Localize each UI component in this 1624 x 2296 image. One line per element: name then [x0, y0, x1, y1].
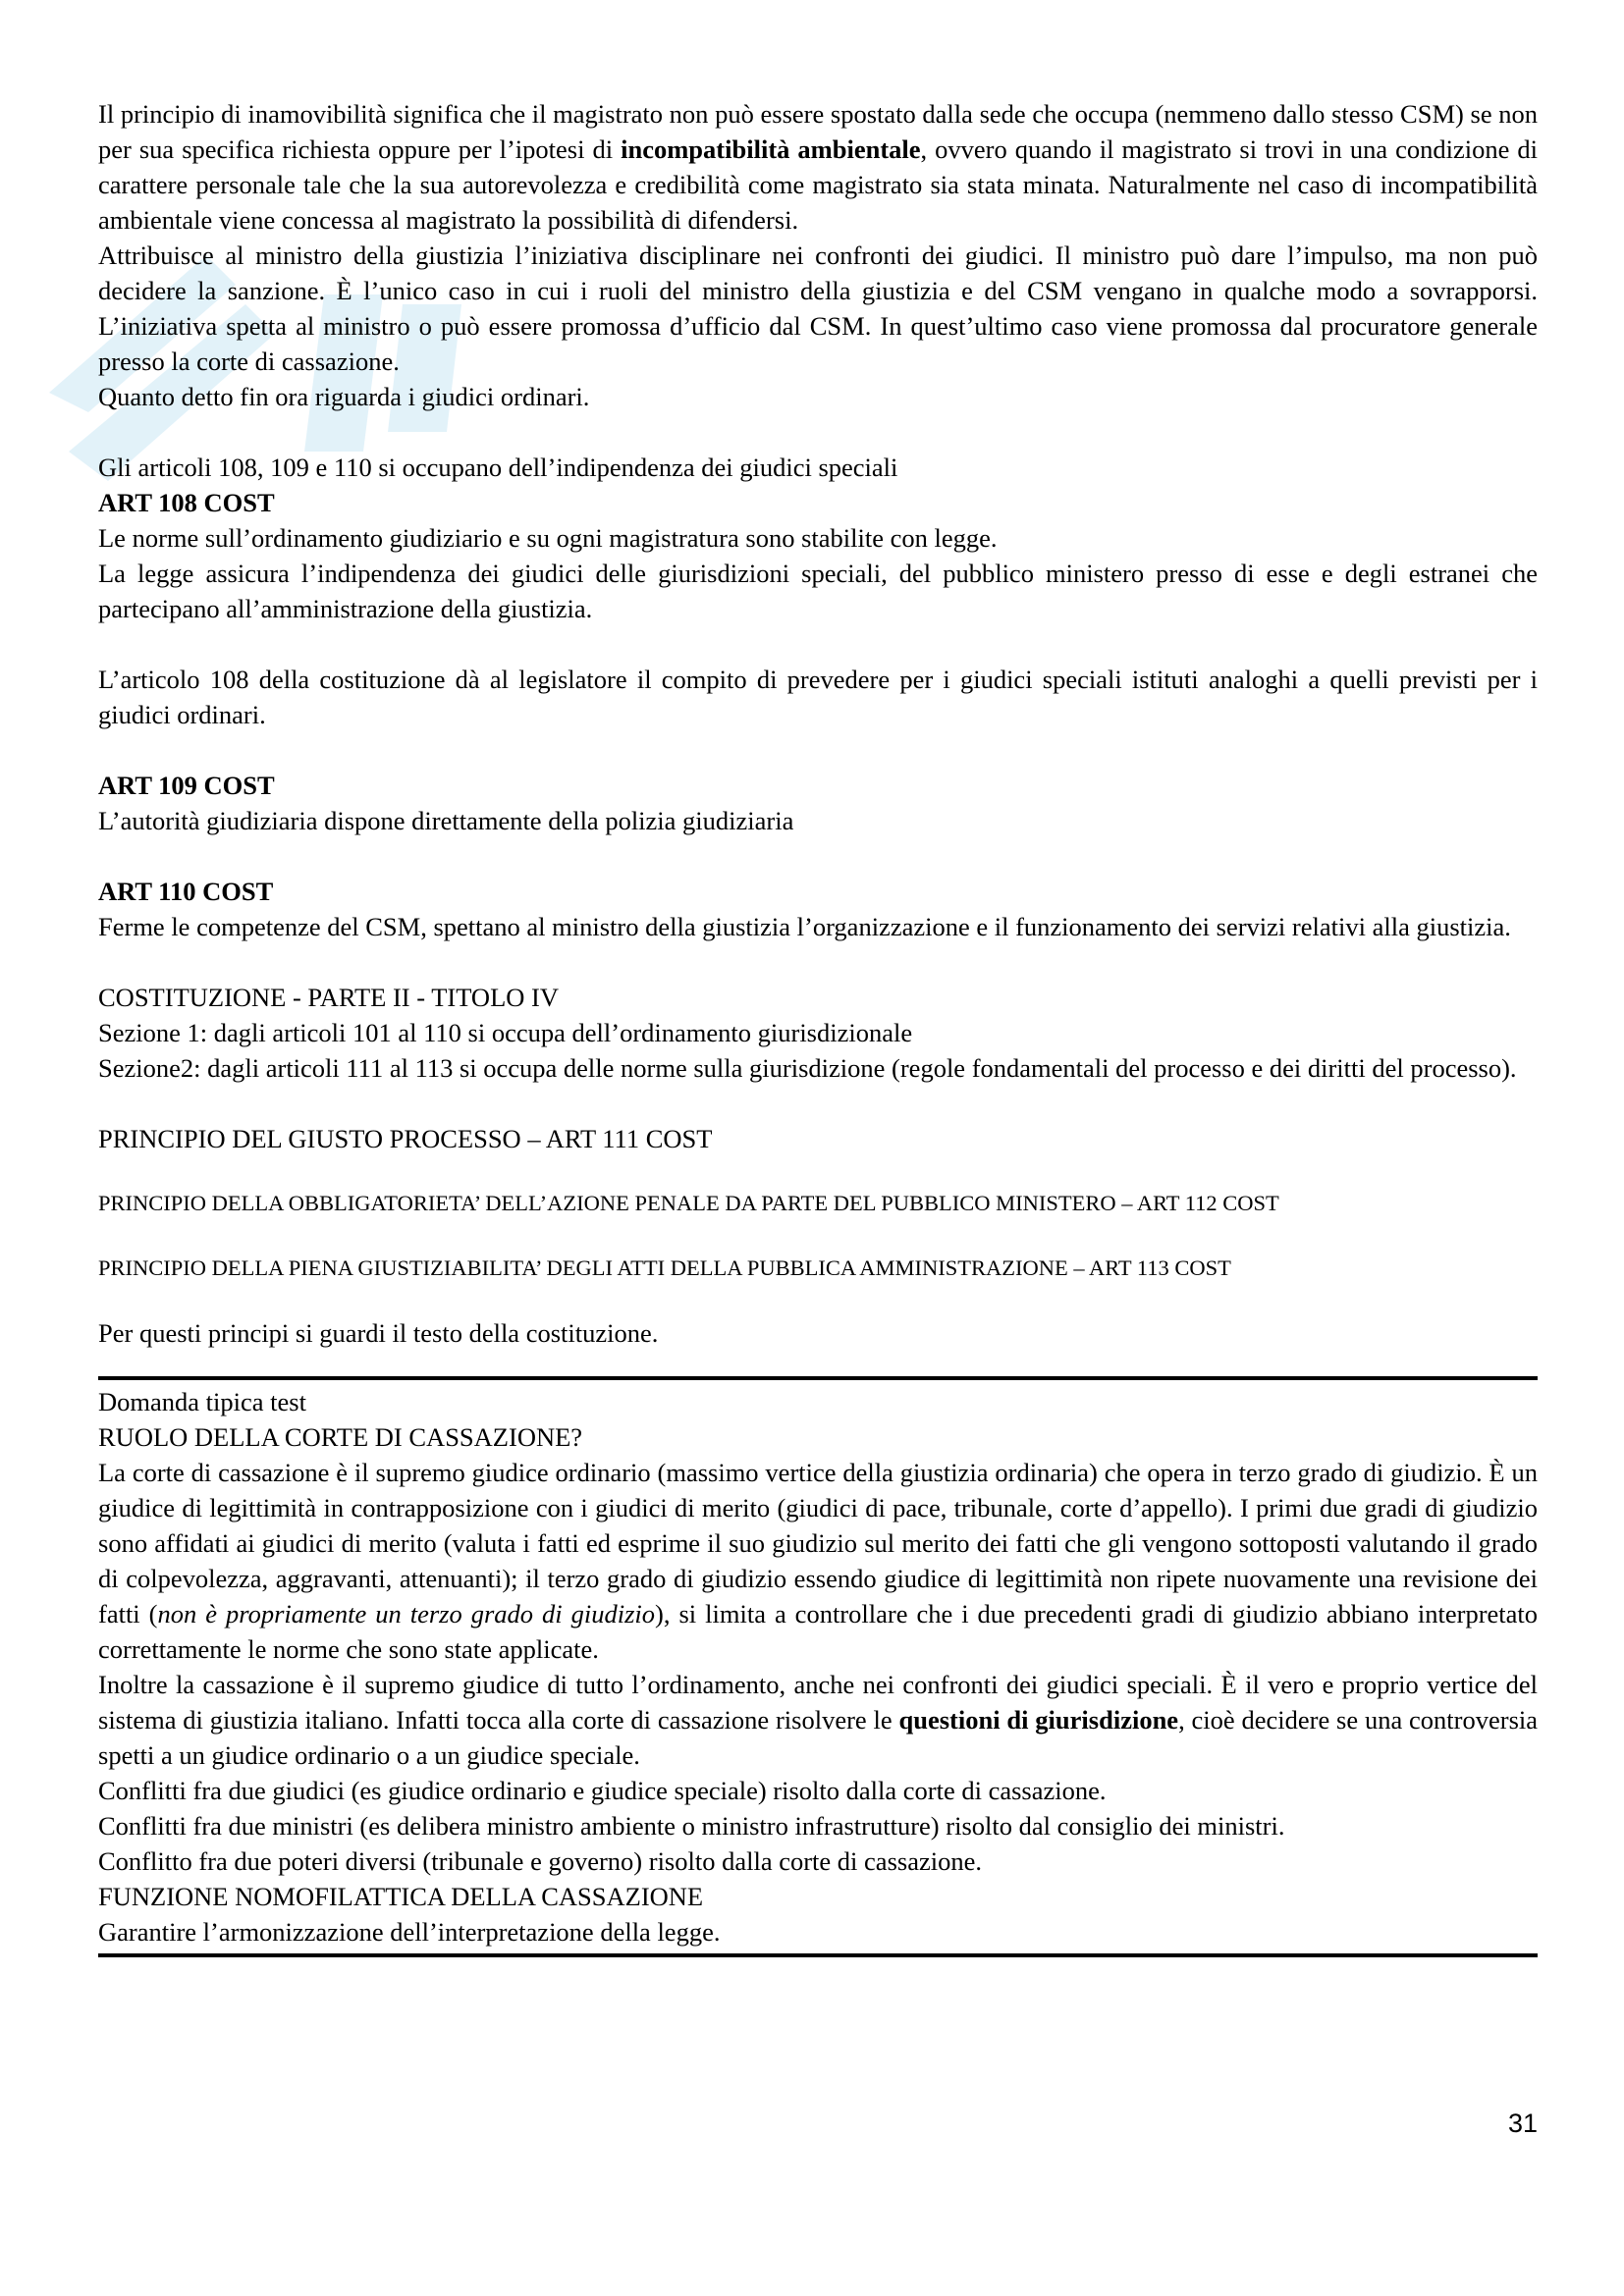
box-conflict-2: Conflitti fra due ministri (es delibera ministro ambiente o ministro infrastrutture) risolto dal consiglio dei ministri.	[98, 1811, 1285, 1841]
box-label: Domanda tipica test	[98, 1387, 306, 1416]
art-108-line-1: Le norme sull’ordinamento giudiziario e su ogni magistratura sono stabilite con legge.	[98, 523, 998, 553]
heading-art-110: ART 110 COST	[98, 877, 274, 906]
box-answer-2: Inoltre la cassazione è il supremo giudice di tutto l’ordinamento, anche nei confronti dei giudici speciali. È il vero e proprio vertice del sistema di giustizia italiano. Infatti tocca alla corte di cassazione risolvere le questioni di giurisdizione, cioè decidere se una controversia spetti a un giudice ordinario o a un giudice speciale.	[98, 1670, 1539, 1770]
paragraph-testo-costituzione: Per questi principi si guardi il testo della costituzione.	[98, 1318, 659, 1348]
sezione-1: Sezione 1: dagli articoli 101 al 110 si occupa dell’ordinamento giurisdizionale	[98, 1018, 913, 1047]
box-conflict-3: Conflitto fra due poteri diversi (tribunale e governo) risolto dalla corte di cassazione.	[98, 1846, 982, 1876]
paragraph-art-108-commento: L’articolo 108 della costituzione dà al legislatore il compito di prevedere per i giudici speciali istituti analoghi a quelli previsti per i giudici ordinari.	[98, 665, 1538, 729]
bold-questioni-giurisdizione: questioni di giurisdizione	[898, 1705, 1179, 1735]
principio-giusto-processo: PRINCIPIO DEL GIUSTO PROCESSO – ART 111 COST	[98, 1124, 713, 1153]
page-number: 31	[1507, 2109, 1538, 2138]
paragraph-iniziativa-disciplinare: Attribuisce al ministro della giustizia l’iniziativa disciplinare nei confronti dei giudici. Il ministro può dare l’impulso, ma non può decidere la sanzione. È l’unico caso in cui i ruoli del ministro della giustizia e del CSM vengano in qualche modo a sovrapporsi. L’iniziativa spetta al ministro o può essere promossa d’ufficio dal CSM. In quest’ultimo caso viene promossa dal procuratore generale presso la corte di cassazione.	[98, 240, 1538, 376]
box-nomofilattica-text: Garantire l’armonizzazione dell’interpretazione della legge.	[98, 1917, 721, 1947]
art-109-line-1: L’autorità giudiziaria dispone direttamente della polizia giudiziaria	[98, 806, 794, 835]
heading-art-108: ART 108 COST	[98, 488, 275, 517]
paragraph-inamovibilita: Il principio di inamovibilità significa che il magistrato non può essere spostato dalla sede che occupa (nemmeno dallo stesso CSM) se non per sua specifica richiesta oppure per l’ipotesi di incompatibilità ambientale, ovvero quando il magistrato si trovi in una condizione di carattere personale tale che la sua autorevolezza e credibilità come magistrato sia stata minata. Naturalmente nel caso di incompatibilità ambientale viene concessa al magistrato la possibilità di difendersi.	[98, 99, 1538, 235]
heading-costituzione: COSTITUZIONE - PARTE II - TITOLO IV	[98, 983, 559, 1012]
box-answer-1: La corte di cassazione è il supremo giudice ordinario (massimo vertice della giustizia ordinaria) che opera in terzo grado di giudizio. È un giudice di legittimità in contrapposizione con i giudici di merito (giudici di pace, tribunale, corte d’appello). I primi due gradi di giudizio sono affidati ai giudici di merito (valuta i fatti ed esprime il suo giudizio sul merito dei fatti che gli vengono sottoposti valutando il grado di colpevolezza, aggravanti, attenuanti); il terzo grado di giudizio essendo giudice di legittimità non ripete nuovamente una revisione dei fatti (non è propriamente un terzo grado di giudizio), si limita a controllare che i due precedenti gradi di giudizio abbiano interpretato correttamente le norme che sono state applicate.	[98, 1458, 1539, 1664]
heading-art-109: ART 109 COST	[98, 771, 275, 800]
principio-obbligatorieta: PRINCIPIO DELLA OBBLIGATORIETA’ DELL’AZIONE PENALE DA PARTE DEL PUBBLICO MINISTERO – ART 112 COST	[98, 1191, 1279, 1215]
paragraph-giudici-speciali: Gli articoli 108, 109 e 110 si occupano dell’indipendenza dei giudici speciali	[98, 453, 898, 482]
italic-terzo-grado: non è propriamente un terzo grado di giudizio	[157, 1599, 656, 1629]
principio-giustiziabilita: PRINCIPIO DELLA PIENA GIUSTIZIABILITA’ DEGLI ATTI DELLA PUBBLICA AMMINISTRAZIONE – ART 113 COST	[98, 1255, 1231, 1280]
bold-incompatibilita: incompatibilità ambientale	[621, 134, 921, 164]
art-108-line-2: La legge assicura l’indipendenza dei giudici delle giurisdizioni speciali, del pubblico ministero presso di esse e degli estranei che partecipano all’amministrazione della giustizia.	[98, 559, 1538, 623]
box-nomofilattica-title: FUNZIONE NOMOFILATTICA DELLA CASSAZIONE	[98, 1882, 704, 1911]
paragraph-giudici-ordinari: Quanto detto fin ora riguarda i giudici ordinari.	[98, 382, 590, 411]
art-110-line-1: Ferme le competenze del CSM, spettano al ministro della giustizia l’organizzazione e il funzionamento dei servizi relativi alla giustizia.	[98, 912, 1511, 941]
page-content	[98, 96, 1538, 1957]
box-question: RUOLO DELLA CORTE DI CASSAZIONE?	[98, 1422, 583, 1452]
test-question-box	[98, 1376, 1538, 1957]
sezione-2: Sezione2: dagli articoli 111 al 113 si occupa delle norme sulla giurisdizione (regole fondamentali del processo e dei diritti del processo).	[98, 1053, 1517, 1083]
box-conflict-1: Conflitti fra due giudici (es giudice ordinario e giudice speciale) risolto dalla corte di cassazione.	[98, 1776, 1107, 1805]
